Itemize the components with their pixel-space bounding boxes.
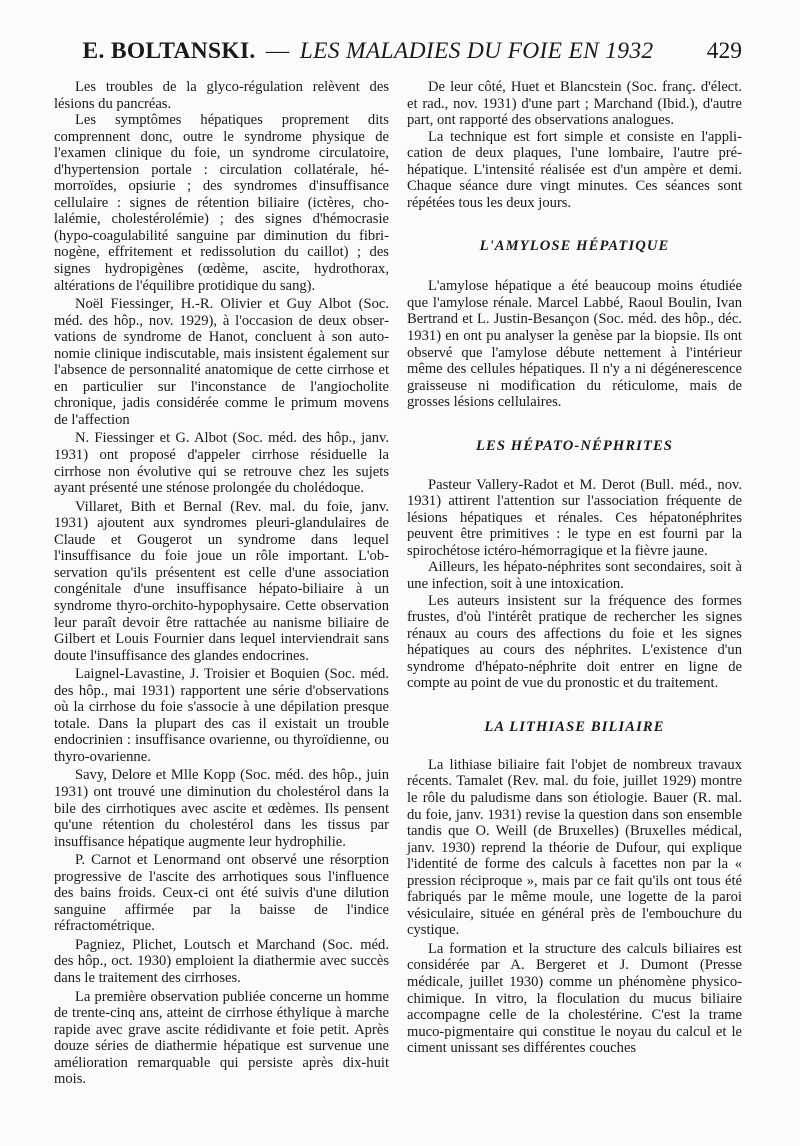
running-title [54,38,682,65]
section-heading-lithiase-biliaire: LA LITHIASE BILIAIRE [484,718,665,735]
header-work-title: LES MALADIES DU FOIE EN 1932 [299,38,654,64]
header-author: E. BOLTANSKI. [82,38,256,64]
right-column [407,79,742,1057]
paragraph: L'amylose hépatique a été beaucoup moins étudiée que l'amylose rénale. Marcel Labbé, Raoul Boulin, Ivan Bertrand et L. Justin-Besançon (Soc. méd. des hôp., déc. 1931) en ont pu analyser la genèse par la biopsie. Ils ont observé que l'amylose débute nettement à l'intérieur même des cellules hépatiques. Il n'y a ni dégénerescence graisseuse ni modification du réticulome, mais de grosses lésions cellulaires. [407,278,742,411]
paragraph: La première observation publiée concerne un homme de trente-cinq ans, atteint de cirrhose éthylique à marche rapide avec grave ascite rédidivante et foie petit. Après douze séries de diathermie hépatique est survenue une amélioration remarquable qui persiste après dix-huit mois. [54,988,389,1088]
page-number: 429 [706,38,742,64]
paragraph: De leur côté, Huet et Blancstein (Soc. franç. d'élect. et rad., nov. 1931) d'une part ; Marchand (Ibid.), d'autre part, ont rapporté des observations analogues. [407,79,742,129]
paragraph: Les symptômes hépatiques proprement dits comprennent donc, outre le syndrome physique de l'examen clinique du foie, un syndrome circulatoire, d'hypertension portale : circulation collatérale, hémorroïdes, opsiurie ; des syndromes d'insuffisance cellulaire : signes de rétention biliaire (ictères, cholalémie, cholestérolémie) ; des signes d'hémocrasie (hypo-coagulabilité sanguine par diminution du fibrinogène, effritement et redissolution du caillot) ; des signes hydropigènes (œdème, ascite, hydrothorax, altérations de l'équilibre protidique du sang). [54,112,389,294]
paragraph: Savy, Delore et Mlle Kopp (Soc. méd. des hôp., juin 1931) ont trouvé une diminution du cholestérol dans la bile des cirrhotiques avec ascite et œdèmes. Ils pensent qu'une rétention du cholestérol dans les tissus par insuffisance hépatique augmente leur hydrophilie. [54,767,389,850]
paragraph: P. Carnot et Lenormand ont observé une résorption progressive de l'ascite des arrhotiques sous l'influence des bains froids. Ceux-ci ont été suivis d'une dilution sanguine affirmée par la baisse de l'indice réfractométrique. [54,852,389,935]
paragraph: Les troubles de la glyco-régulation relèvent des lésions du pancréas. [54,79,389,112]
left-column [54,79,389,1088]
section-heading-amylose: L'AMYLOSE HÉPATIQUE [479,238,670,255]
paragraph: Noël Fiessinger, H.-R. Olivier et Guy Albot (Soc. méd. des hôp., nov. 1929), à l'occasion de deux observations de syndrome de Hanot, concluent à son autonomie clinique indiscutable, mais insistent également sur l'absence de personnalité anatomique de cette cirrhose et en particulier sur l'inconstance de l'angiocholite chronique, jadis considérée comme le primum movens de l'affection [54,296,389,428]
paragraph: La formation et la structure des calculs biliaires est considérée par A. Bergeret et J. Dumont (Presse médicale, juillet 1930) comme un phénomène physico-chimique. In vitro, la floculation du mucus biliaire accompagne celle de la cholestérine. C'est la trame muco-pigmentaire qui constitue le noyau du calcul et le ciment unissant ses différentes couches [407,940,742,1057]
running-header [54,38,742,74]
paragraph: La lithiase biliaire fait l'objet de nombreux travaux récents. Tamalet (Rev. mal. du foie, juillet 1929) montre le rôle du paludisme dans son étiologie. Bauer (R. mal. du foie, janv. 1931) revise la question dans son ensemble tandis que O. Weill (de Bruxelles) (Bruxelles médical, janv. 1930) reprend la théorie de Dufour, qui explique l'identité de forme des calculs à facettes non par la « pression réciproque », mais par ce fait qu'ils ont tous été fabriqués par le même moule, une logette de la paroi vésiculaire, située en général près de l'embouchure du cystique. [407,756,742,939]
paragraph: Les auteurs insistent sur la fréquence des formes frustes, d'où l'intérêt pratique de rechercher les signes rénaux au cours des affections du foie et les signes hépatiques au cours des néphrites. L'existence d'un syndrome d'hépato-néphrite doit entrer en ligne de compte au point de vue du pronostic et du traitement. [407,592,742,692]
paragraph: Ailleurs, les hépato-néphrites sont secondaires, soit à une infection, soit à une intoxication. [407,559,742,593]
paragraph: N. Fiessinger et G. Albot (Soc. méd. des hôp., janv. 1931) ont proposé d'appeler cirrhose résiduelle la cirrhose non évolutive qui se retrouve chez les sujets ayant présenté une sténose prolongée du cholédoque. [54,430,389,497]
paragraph: Pasteur Vallery-Radot et M. Derot (Bull. méd., nov. 1931) attirent l'attention sur l'association fréquente de lésions hépatiques et rénales. Ces hépatonéphrites peuvent être primitives : le type en est fourni par la spirochétose ictéro-hémorragique et la fièvre jaune. [407,476,742,559]
paragraph: Villaret, Bith et Bernal (Rev. mal. du foie, janv. 1931) ajoutent aux syndromes pleuri-glandulaires de Claude et Gougerot un syndrome dans lequel l'insuffisance du foie joue un rôle important. L'observation qu'ils présentent est celle d'une association congénitale d'une insuffisance hépato-biliaire à un syndrome thyro-orchito-hypophysaire. Cette observation leur paraît devoir être rattachée au nanisme biliaire de Gilbert et Louis Fournier dans lequel interviendrait sans doute l'insuffisance des glandes endocrines. [54,498,389,664]
section-heading-hepato-nephrites: LES HÉPATO-NÉPHRITES [475,437,674,454]
paragraph: La technique est fort simple et consiste en l'application de deux plaques, l'une lombaire, l'autre préhépatique. L'intensité réalisée est d'un ampère et demi. Chaque séance dure vingt minutes. Ces séances sont répétées tous les deux jours. [407,128,742,211]
paragraph: Pagniez, Plichet, Loutsch et Marchand (Soc. méd. des hôp., oct. 1930) emploient la diathermie avec succès dans le traitement des cirrhoses. [54,936,389,986]
paragraph: Laignel-Lavastine, J. Troisier et Boquien (Soc. méd. des hôp., mai 1931) rapportent une série d'observations où la cirrhose du foie s'associe à une dépilation presque totale. Dans la plupart des cas il existait un trouble endocrinien : insuffisance ovarienne, ou thyroïdienne, ou thyro-ovarienne. [54,666,389,765]
header-separator: — [265,38,290,64]
